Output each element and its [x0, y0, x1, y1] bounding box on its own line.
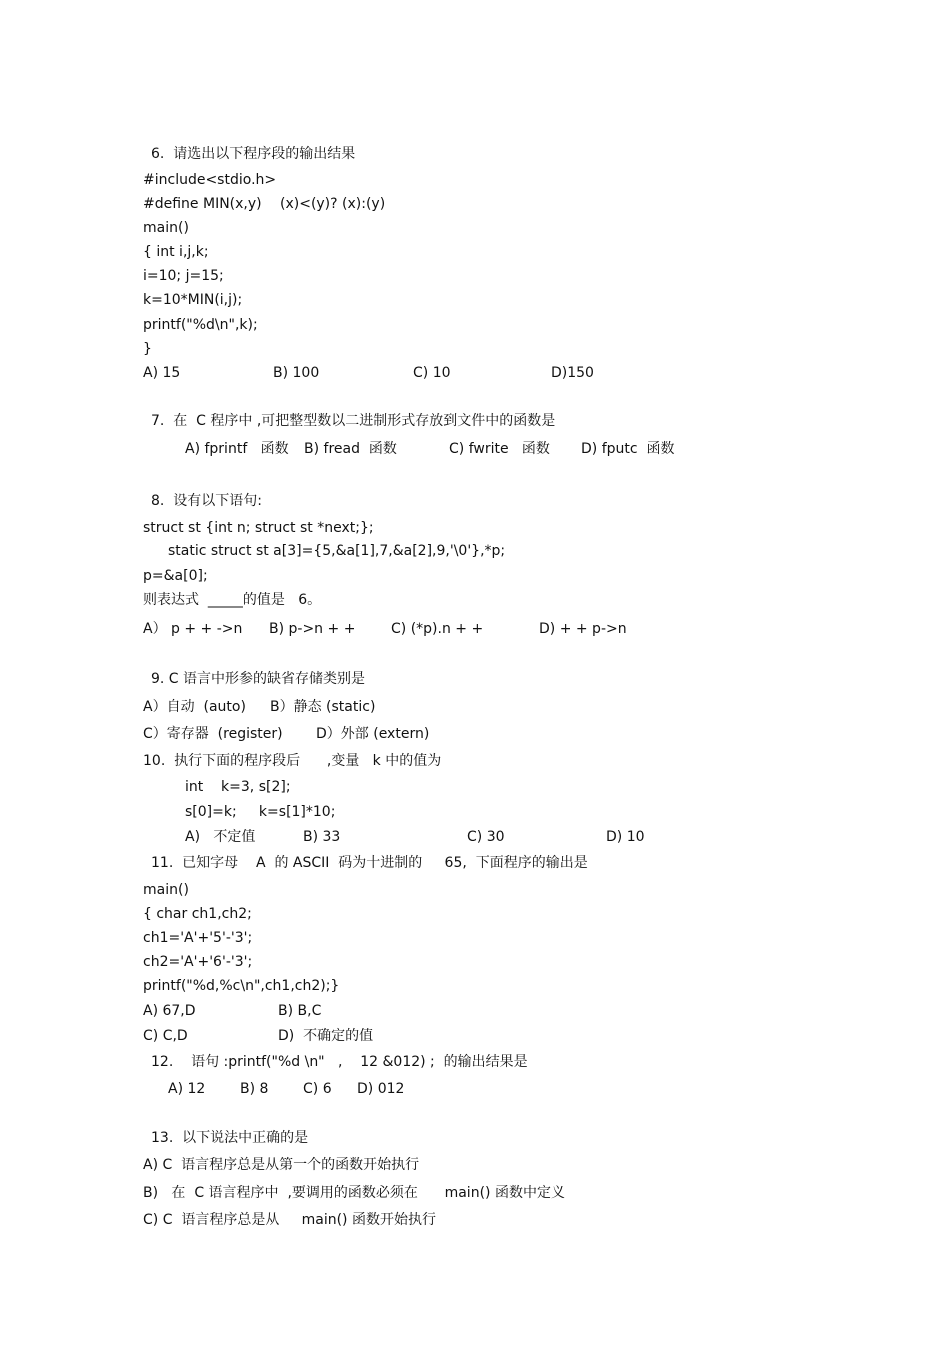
code-line: main()	[143, 882, 189, 898]
q9-option-a: A）自动 (auto)	[143, 699, 246, 715]
q10-option-a: A) 不定值	[185, 829, 256, 845]
q8-option-c: C) (*p).n + +	[391, 621, 484, 637]
q7-option-d: D) fputc 函数	[581, 441, 675, 457]
code-line: #define MIN(x,y)	[143, 196, 262, 212]
code-line: (x)<(y)? (x):(y)	[280, 196, 386, 212]
q10-option-b: B) 33	[303, 829, 341, 845]
q7-option-c: C) fwrite 函数	[449, 441, 550, 457]
q12-option-c: C) 6	[303, 1081, 332, 1097]
q7-option-b: B) fread 函数	[304, 441, 397, 457]
q12-option-d: D) 012	[357, 1081, 405, 1097]
code-line: #include<stdio.h>	[143, 172, 277, 188]
code-line: p=&a[0];	[143, 568, 208, 584]
q8-option-d: D) + + p->n	[539, 621, 627, 637]
q10-option-d: D) 10	[606, 829, 645, 845]
code-line: static struct st a[3]={5,&a[1],7,&a[2],9,'\0'},*p;	[168, 543, 506, 559]
q13-option-b: B) 在 C 语言程序中 ,要调用的函数必须在 main() 函数中定义	[143, 1185, 565, 1201]
q6-option-a: A) 15	[143, 365, 181, 381]
question-11-text: 11. 已知字母 A 的 ASCII 码为十进制的 65, 下面程序的输出是	[151, 855, 588, 871]
code-line: ch1='A'+'5'-'3';	[143, 930, 253, 946]
q6-option-c: C) 10	[413, 365, 451, 381]
code-line: struct st {int n; struct st *next;};	[143, 520, 374, 536]
code-line: { char ch1,ch2;	[143, 906, 252, 922]
question-8-text: 8. 设有以下语句:	[151, 493, 262, 509]
code-line: { int i,j,k;	[143, 244, 209, 260]
question-12-text: 12. 语句 :printf("%d \n" , 12 &012) ; 的输出结果是	[151, 1054, 528, 1070]
q8-option-a: A） p + + ->n	[143, 621, 243, 637]
code-line: s[0]=k; k=s[1]*10;	[185, 804, 336, 820]
q9-option-b: B）静态 (static)	[270, 699, 376, 715]
question-7-text: 7. 在 C 程序中 ,可把整型数以二进制形式存放到文件中的函数是	[151, 413, 556, 429]
code-line: printf("%d\n",k);	[143, 317, 258, 333]
code-line: printf("%d,%c\n",ch1,ch2);}	[143, 978, 340, 994]
code-line: k=10*MIN(i,j);	[143, 292, 243, 308]
q6-option-b: B) 100	[273, 365, 320, 381]
code-line: ch2='A'+'6'-'3';	[143, 954, 253, 970]
q12-option-a: A) 12	[168, 1081, 206, 1097]
code-line: main()	[143, 220, 189, 236]
q9-option-d: D）外部 (extern)	[316, 726, 430, 742]
q6-option-d: D)150	[551, 365, 594, 381]
q7-option-a: A) fprintf 函数	[185, 441, 289, 457]
question-6-text: 6. 请选出以下程序段的输出结果	[151, 146, 356, 162]
q13-option-a: A) C 语言程序总是从第一个的函数开始执行	[143, 1157, 420, 1173]
code-line: i=10; j=15;	[143, 268, 224, 284]
question-9-text: 9. C 语言中形参的缺省存储类别是	[151, 671, 366, 687]
q11-option-a: A) 67,D	[143, 1003, 196, 1019]
code-line: 则表达式 _____的值是 6。	[143, 592, 322, 608]
q13-option-c: C) C 语言程序总是从 main() 函数开始执行	[143, 1212, 436, 1228]
q12-option-b: B) 8	[240, 1081, 269, 1097]
q11-option-d: D) 不确定的值	[278, 1028, 374, 1044]
q8-option-b: B) p->n + +	[269, 621, 356, 637]
code-line: }	[143, 341, 152, 357]
q11-option-b: B) B,C	[278, 1003, 322, 1019]
question-10-text: 10. 执行下面的程序段后 ,变量 k 中的值为	[143, 753, 442, 769]
code-line: int k=3, s[2];	[185, 779, 291, 795]
q11-option-c: C) C,D	[143, 1028, 188, 1044]
q9-option-c: C）寄存器 (register)	[143, 726, 283, 742]
q10-option-c: C) 30	[467, 829, 505, 845]
question-13-text: 13. 以下说法中正确的是	[151, 1130, 309, 1146]
